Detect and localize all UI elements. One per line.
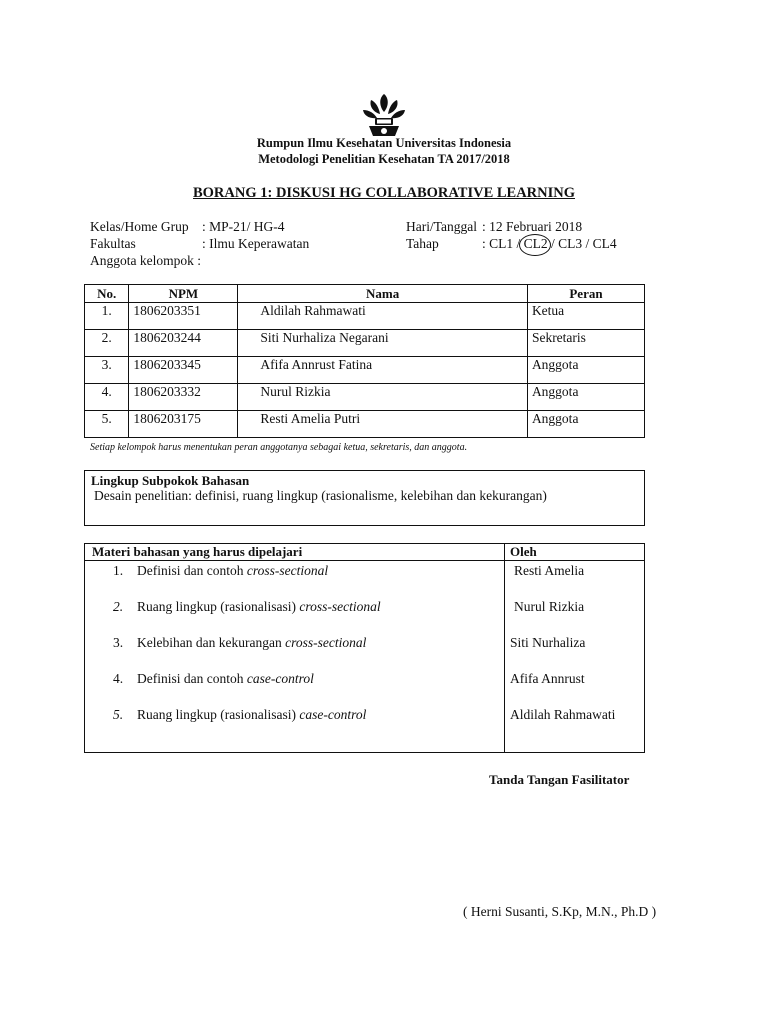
col-no: No. bbox=[85, 285, 129, 303]
list-item bbox=[85, 561, 504, 597]
item-text-italic: case-control bbox=[299, 707, 367, 722]
scope-value: Desain penelitian: definisi, ruang lingkup (rasionalisme, kelebihan dan kekurangan) bbox=[94, 488, 547, 503]
item-text-plain: Definisi dan contoh bbox=[137, 563, 247, 578]
course-line: Metodologi Penelitian Kesehatan TA 2017/2018 bbox=[258, 152, 510, 166]
materi-body-row bbox=[85, 561, 645, 753]
anggota-label: Anggota kelompok : bbox=[90, 253, 201, 268]
member-nama: Resti Amelia Putri bbox=[238, 411, 528, 438]
member-nama: Afifa Annrust Fatina bbox=[238, 357, 528, 384]
tahap-selection-circle bbox=[519, 234, 551, 256]
list-item bbox=[85, 597, 504, 633]
member-npm: 1806203332 bbox=[129, 384, 238, 411]
member-npm: 1806203345 bbox=[129, 357, 238, 384]
facilitator-name: ( Herni Susanti, S.Kp, M.N., Ph.D ) bbox=[463, 904, 657, 919]
member-peran: Anggota bbox=[527, 384, 644, 411]
col-peran: Peran bbox=[527, 285, 644, 303]
materi-list bbox=[85, 561, 505, 753]
tahap-label: Tahap bbox=[406, 236, 439, 251]
item-text bbox=[137, 707, 366, 723]
oleh-name: Resti Amelia bbox=[513, 563, 585, 578]
kelas-value: : MP-21/ HG-4 bbox=[202, 219, 285, 234]
oleh-name: Nurul Rizkia bbox=[513, 599, 585, 614]
col-nama: Nama bbox=[238, 285, 528, 303]
member-no: 3. bbox=[85, 357, 129, 384]
item-number: 2. bbox=[113, 599, 124, 614]
member-nama: Aldilah Rahmawati bbox=[238, 303, 528, 330]
item-number: 5. bbox=[113, 707, 124, 722]
item-text-italic: cross-sectional bbox=[285, 635, 367, 650]
item-text-italic: cross-sectional bbox=[299, 599, 381, 614]
item-text-plain: Ruang lingkup (rasionalisasi) bbox=[137, 599, 300, 614]
item-text bbox=[137, 599, 381, 615]
oleh-name: Afifa Annrust bbox=[509, 671, 585, 686]
signature-label: Tanda Tangan Fasilitator bbox=[489, 772, 630, 787]
members-header-row bbox=[85, 285, 645, 303]
member-peran: Anggota bbox=[527, 411, 644, 438]
oleh-header: Oleh bbox=[504, 544, 644, 561]
table-row bbox=[85, 411, 645, 438]
members-table bbox=[84, 284, 645, 438]
member-npm: 1806203175 bbox=[129, 411, 238, 438]
item-text-italic: cross-sectional bbox=[246, 563, 329, 578]
table-row bbox=[85, 357, 645, 384]
item-text-plain: Ruang lingkup (rasionalisasi) bbox=[137, 707, 300, 722]
item-text-italic: case-control bbox=[246, 671, 314, 686]
table-row bbox=[85, 330, 645, 357]
materi-header: Materi bahasan yang harus dipelajari bbox=[85, 544, 505, 561]
tahap-value: : CL1 / CL2 / CL3 / CL4 bbox=[482, 236, 617, 251]
roles-note: Setiap kelompok harus menentukan peran anggotanya sebagai ketua, sekretaris, dan anggota. bbox=[90, 442, 468, 453]
list-item bbox=[85, 633, 504, 669]
item-number: 1. bbox=[113, 563, 124, 578]
fakultas-value: : Ilmu Keperawatan bbox=[202, 236, 310, 251]
col-npm: NPM bbox=[129, 285, 238, 303]
oleh-name: Siti Nurhaliza bbox=[509, 635, 586, 650]
institution-line: Rumpun Ilmu Kesehatan Universitas Indonesia bbox=[256, 136, 512, 150]
item-text bbox=[137, 563, 328, 579]
list-item bbox=[85, 705, 504, 741]
member-no: 4. bbox=[85, 384, 129, 411]
scope-box bbox=[84, 470, 645, 526]
list-item bbox=[505, 705, 644, 741]
member-no: 2. bbox=[85, 330, 129, 357]
form-title: BORANG 1: DISKUSI HG COLLABORATIVE LEARNING bbox=[192, 185, 576, 201]
list-item bbox=[85, 669, 504, 705]
list-item bbox=[505, 561, 644, 597]
member-no: 1. bbox=[85, 303, 129, 330]
materi-header-row bbox=[85, 544, 645, 561]
member-nama: Nurul Rizkia bbox=[238, 384, 528, 411]
member-npm: 1806203244 bbox=[129, 330, 238, 357]
table-row bbox=[85, 384, 645, 411]
oleh-list bbox=[504, 561, 644, 753]
member-peran: Ketua bbox=[527, 303, 644, 330]
kelas-label: Kelas/Home Grup bbox=[90, 219, 189, 234]
scope-label: Lingkup Subpokok Bahasan bbox=[91, 473, 250, 488]
item-text bbox=[137, 671, 314, 687]
hari-label: Hari/Tanggal bbox=[406, 219, 478, 234]
materi-table bbox=[84, 543, 645, 753]
table-row bbox=[85, 303, 645, 330]
item-text bbox=[137, 635, 366, 651]
fakultas-label: Fakultas bbox=[90, 236, 136, 251]
item-number: 3. bbox=[113, 635, 124, 650]
list-item bbox=[505, 633, 644, 669]
list-item bbox=[505, 597, 644, 633]
hari-value: : 12 Februari 2018 bbox=[482, 219, 583, 234]
member-peran: Anggota bbox=[527, 357, 644, 384]
member-no: 5. bbox=[85, 411, 129, 438]
list-item bbox=[505, 669, 644, 705]
item-number: 4. bbox=[113, 671, 124, 686]
oleh-name: Aldilah Rahmawati bbox=[509, 707, 616, 722]
university-logo-icon bbox=[359, 92, 409, 140]
member-npm: 1806203351 bbox=[129, 303, 238, 330]
member-peran: Sekretaris bbox=[527, 330, 644, 357]
member-nama: Siti Nurhaliza Negarani bbox=[238, 330, 528, 357]
item-text-plain: Kelebihan dan kekurangan bbox=[137, 635, 286, 650]
item-text-plain: Definisi dan contoh bbox=[137, 671, 247, 686]
